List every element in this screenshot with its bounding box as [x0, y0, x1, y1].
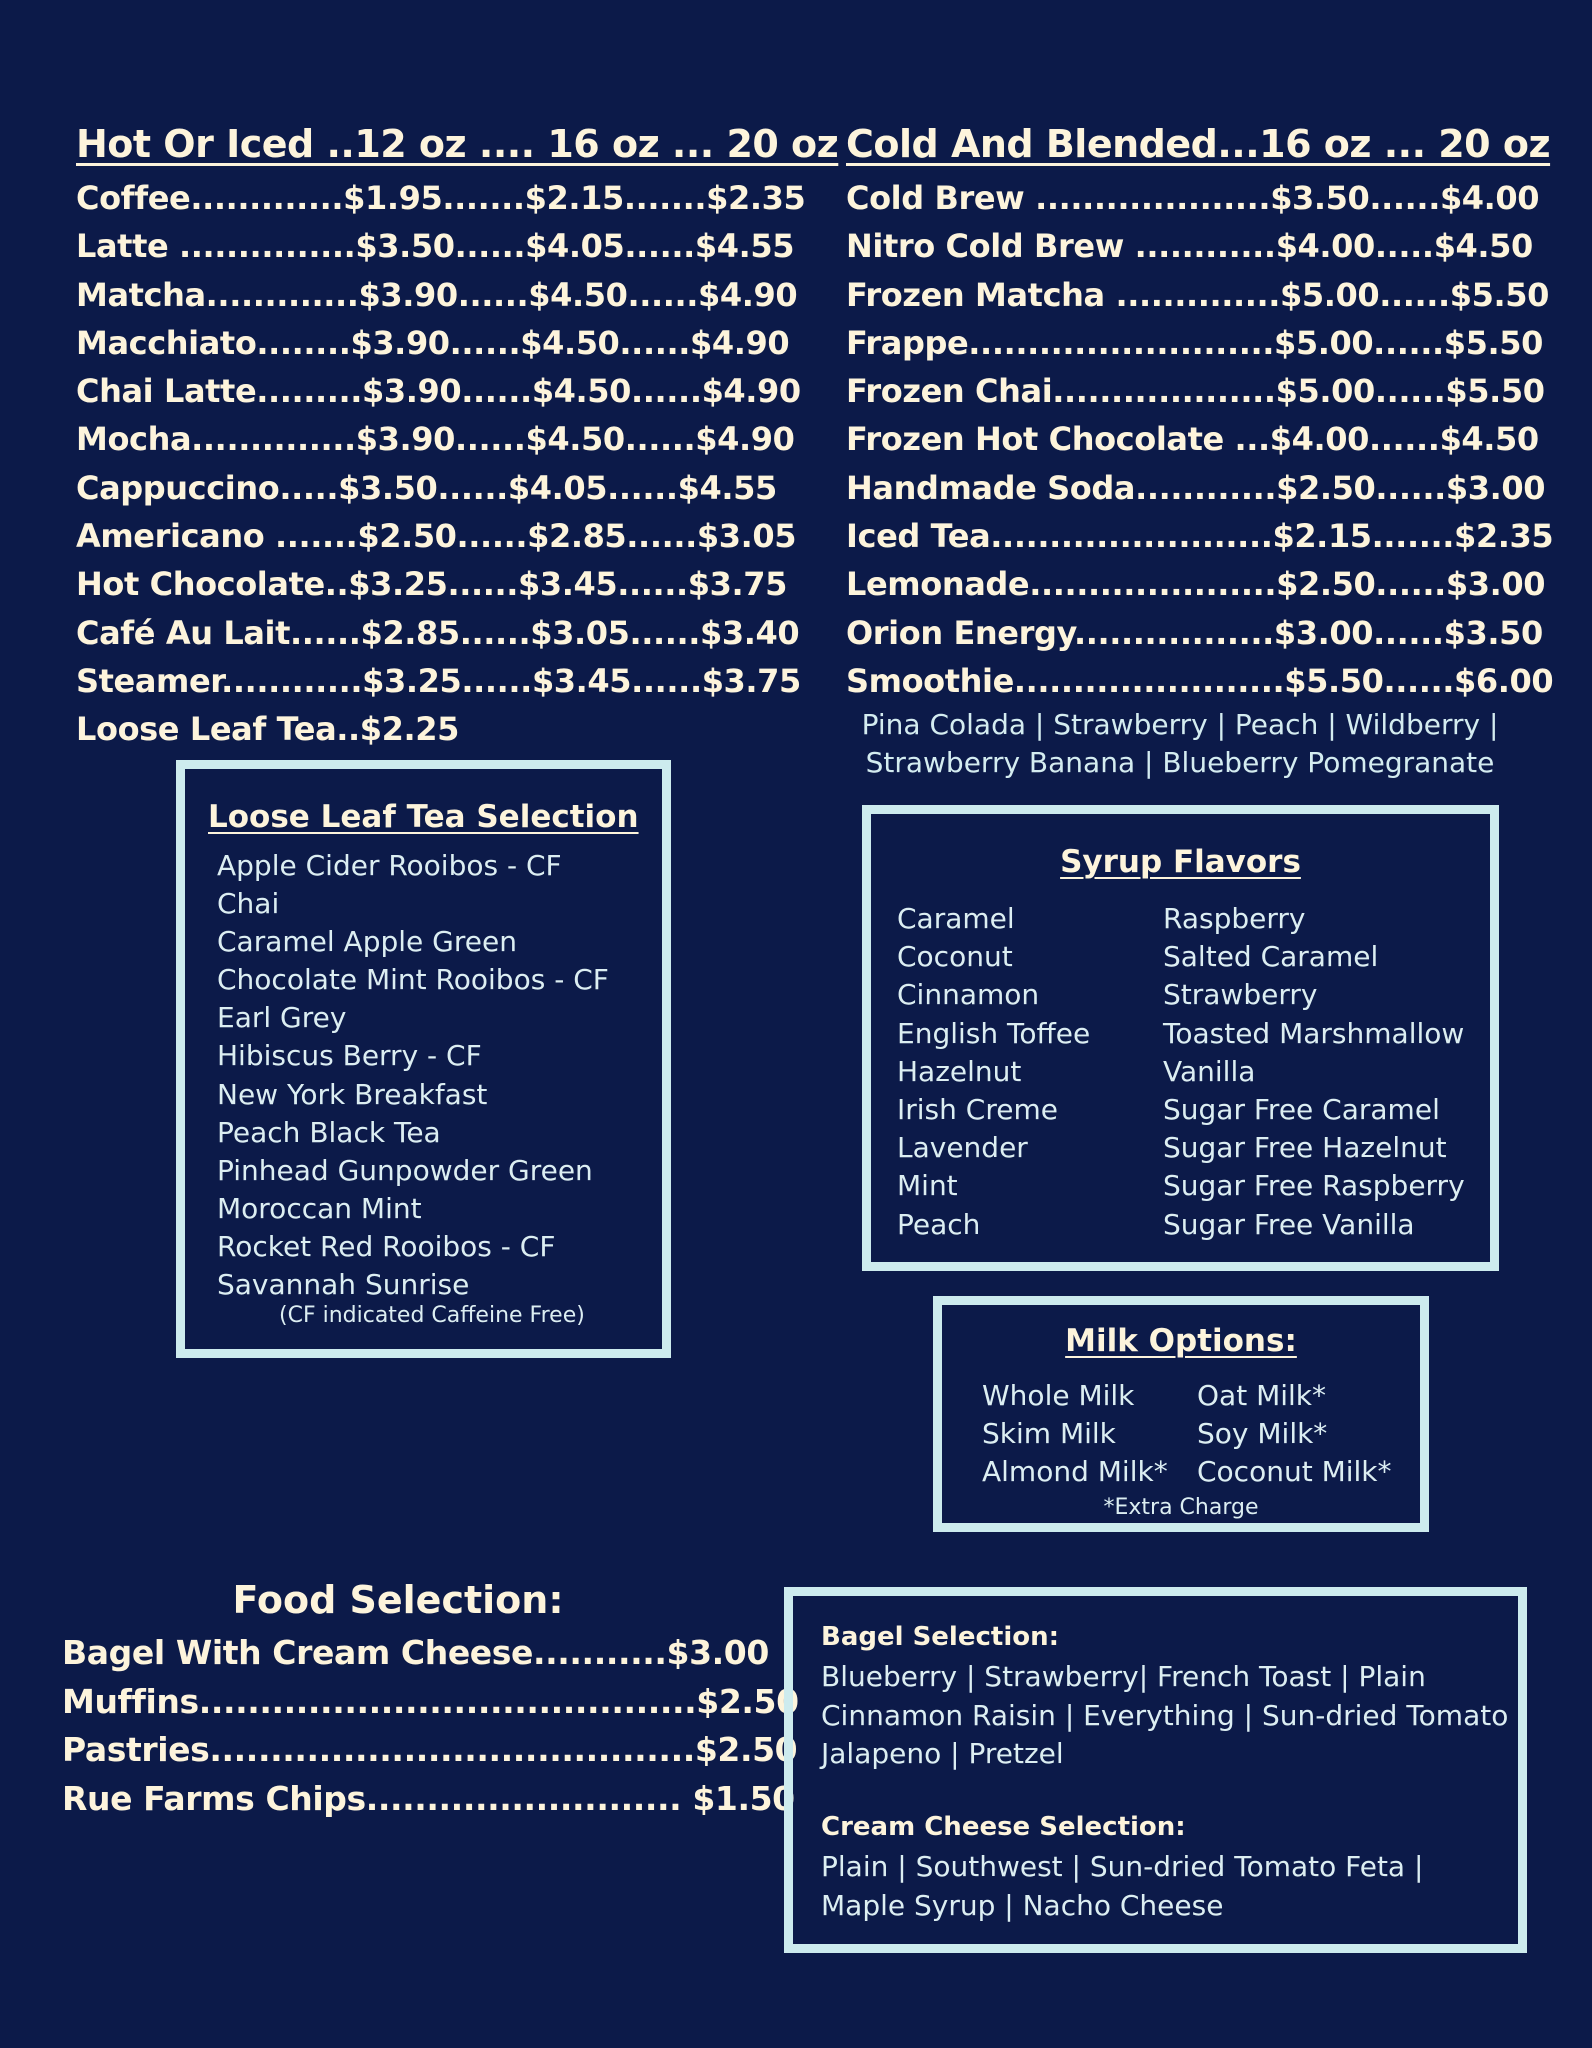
syrup-item: Sugar Free Raspberry [1163, 1169, 1465, 1203]
menu-item: Frappe..........................$5.00......$5.50 [846, 323, 1543, 362]
extra-charge-note: *Extra Charge [1103, 1495, 1259, 1520]
menu-item: Loose Leaf Tea..$2.25 [76, 710, 460, 749]
cream-cheese-lines [821, 1848, 1423, 1925]
syrup-item: Salted Caramel [1163, 940, 1379, 974]
food-item: Rue Farms Chips.......................... $1.50 [62, 1778, 795, 1818]
tea-item: Savannah Sunrise [217, 1268, 470, 1302]
cream-cheese-line: Maple Syrup | Nacho Cheese [821, 1888, 1224, 1922]
bagel-box [784, 1587, 1527, 1953]
syrup-box [862, 805, 1499, 1271]
loose-leaf-box [176, 760, 671, 1358]
milk-box [933, 1296, 1429, 1532]
syrup-item: Raspberry [1163, 902, 1306, 935]
milk-item: Skim Milk [982, 1417, 1116, 1451]
hot-iced-heading: Hot Or Iced ..12 oz .... 16 oz ... 20 oz [76, 122, 839, 166]
food-list [62, 1629, 799, 1823]
syrup-item: Hazelnut [897, 1054, 1022, 1088]
syrup-item: Cinnamon [897, 978, 1040, 1012]
hot-iced-list [76, 174, 805, 754]
tea-item: Caramel Apple Green [217, 925, 517, 959]
smoothie-flavor-line: Pina Colada | Strawberry | Peach | Wildberry | [861, 708, 1499, 741]
tea-item: Pinhead Gunpowder Green [217, 1153, 593, 1187]
menu-item: Steamer............$3.25......$3.45......$3.75 [76, 661, 801, 700]
menu-item: Chai Latte.........$3.90......$4.50......$4.90 [76, 372, 801, 411]
tea-item: Chai [217, 887, 280, 921]
bagel-line: Cinnamon Raisin | Everything | Sun-dried Tomato [821, 1698, 1509, 1732]
food-item: Bagel With Cream Cheese...........$3.00 [62, 1633, 769, 1672]
menu-item: Hot Chocolate..$3.25......$3.45......$3.75 [76, 565, 788, 604]
food-title: Food Selection: [232, 1578, 564, 1622]
cold-blended-heading: Cold And Blended...16 oz ... 20 oz [846, 122, 1551, 166]
milk-list-left [982, 1377, 1168, 1492]
syrup-title: Syrup Flavors [1060, 844, 1301, 880]
bagel-line: Blueberry | Strawberry| French Toast | Plain [821, 1660, 1426, 1693]
syrup-item: Sugar Free Hazelnut [1163, 1131, 1447, 1165]
menu-item: Matcha.............$3.90......$4.50......$4.90 [76, 275, 798, 314]
syrup-list-left [897, 900, 1090, 1244]
menu-item: Mocha..............$3.90......$4.50......$4.90 [76, 420, 795, 459]
tea-item: Moroccan Mint [217, 1191, 422, 1225]
menu-item: Iced Tea........................$2.15.......$2.35 [846, 517, 1554, 556]
cream-cheese-line: Plain | Southwest | Sun-dried Tomato Feta | [821, 1850, 1424, 1883]
menu-item: Americano .......$2.50......$2.85......$3.05 [76, 517, 797, 556]
syrup-item: Toasted Marshmallow [1163, 1016, 1465, 1050]
tea-item: Rocket Red Rooibos - CF [217, 1229, 556, 1263]
loose-leaf-title: Loose Leaf Tea Selection [208, 799, 639, 835]
milk-item: Almond Milk* [982, 1455, 1168, 1489]
milk-item: Soy Milk* [1197, 1417, 1328, 1451]
loose-leaf-list [217, 847, 609, 1304]
tea-item: New York Breakfast [217, 1077, 488, 1111]
smoothie-flavors [846, 706, 1514, 782]
bagel-line: Jalapeno | Pretzel [821, 1737, 1064, 1770]
milk-item: Oat Milk* [1197, 1379, 1327, 1412]
tea-item: Chocolate Mint Rooibos - CF [217, 963, 609, 997]
syrup-item: Sugar Free Vanilla [1163, 1207, 1415, 1241]
menu-item: Frozen Chai...................$5.00......$5.50 [846, 372, 1545, 411]
menu-item: Cold Brew ....................$3.50......$4.00 [846, 179, 1540, 217]
menu-item: Orion Energy.................$3.00......$3.50 [846, 613, 1543, 652]
syrup-item: Coconut [897, 940, 1013, 974]
menu-item: Macchiato........$3.90......$4.50......$4.90 [76, 323, 790, 362]
tea-item: Apple Cider Rooibos - CF [217, 849, 562, 882]
bagel-heading: Bagel Selection: [821, 1622, 1059, 1652]
milk-item: Coconut Milk* [1197, 1455, 1392, 1489]
syrup-item: English Toffee [897, 1016, 1091, 1050]
menu-item: Frozen Hot Chocolate ...$4.00......$4.50 [846, 420, 1539, 459]
syrup-item: Mint [897, 1169, 958, 1203]
syrup-item: Strawberry [1163, 978, 1318, 1012]
milk-title: Milk Options: [1065, 1323, 1297, 1359]
tea-item: Hibiscus Berry - CF [217, 1039, 482, 1073]
menu-item: Coffee.............$1.95.......$2.15.......$2.35 [76, 179, 806, 217]
smoothie-flavor-line: Strawberry Banana | Blueberry Pomegranate [865, 746, 1495, 779]
milk-list-right [1197, 1377, 1392, 1492]
menu-item: Smoothie.......................$5.50......$6.00 [846, 661, 1554, 700]
cold-blended-list [846, 174, 1553, 705]
milk-item: Whole Milk [982, 1379, 1135, 1412]
tea-item: Earl Grey [217, 1001, 347, 1035]
cream-cheese-heading: Cream Cheese Selection: [821, 1812, 1186, 1842]
menu-item: Cappuccino.....$3.50......$4.05......$4.55 [76, 468, 777, 507]
bagel-lines [821, 1658, 1508, 1774]
menu-item: Lemonade.....................$2.50......$3.00 [846, 565, 1546, 604]
caffeine-free-note: (CF indicated Caffeine Free) [279, 1303, 585, 1328]
menu-item: Nitro Cold Brew ............$4.00.....$4.50 [846, 227, 1533, 266]
food-item: Muffins.........................................$2.50 [62, 1681, 799, 1721]
menu-item: Handmade Soda............$2.50......$3.00 [846, 468, 1546, 507]
tea-item: Peach Black Tea [217, 1115, 441, 1149]
menu-item: Latte ...............$3.50......$4.05......$4.55 [76, 227, 795, 266]
syrup-item: Irish Creme [897, 1093, 1058, 1127]
syrup-item: Vanilla [1163, 1054, 1256, 1088]
syrup-list-right [1163, 900, 1465, 1244]
menu-item: Frozen Matcha ..............$5.00......$5.50 [846, 275, 1550, 314]
syrup-item: Lavender [897, 1131, 1028, 1165]
food-item: Pastries........................................$2.50 [62, 1730, 798, 1769]
syrup-item: Peach [897, 1207, 981, 1241]
syrup-item: Sugar Free Caramel [1163, 1093, 1440, 1127]
menu-item: Café Au Lait......$2.85......$3.05......$3.40 [76, 613, 800, 652]
syrup-item: Caramel [897, 902, 1015, 935]
